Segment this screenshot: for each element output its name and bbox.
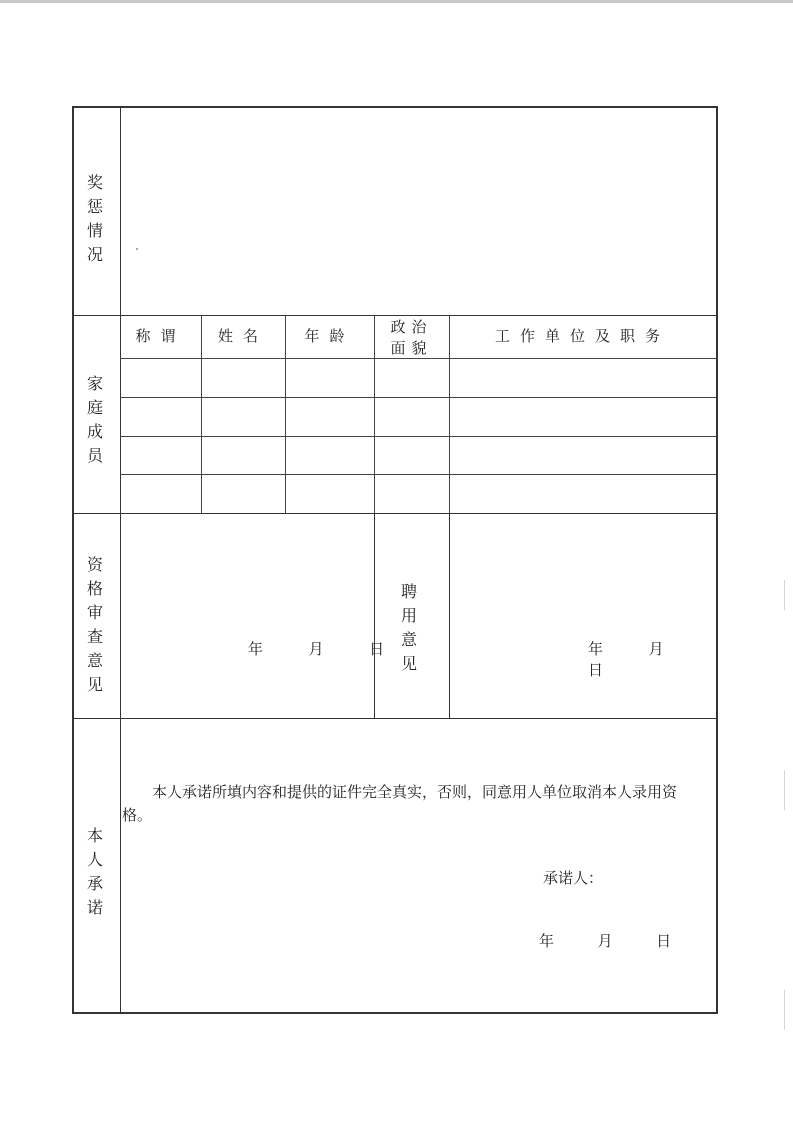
hiring-date xyxy=(588,638,716,680)
date-month: 月 xyxy=(308,640,324,658)
family-label-text: 家 庭 成 员 xyxy=(87,374,104,465)
scan-edge-mark xyxy=(784,580,785,610)
family-row-line xyxy=(120,358,716,359)
scan-edge-mark xyxy=(784,990,785,1030)
stray-mark xyxy=(136,248,138,250)
date-month: 月 xyxy=(648,640,664,658)
header-political-2: 面貌 xyxy=(390,339,433,357)
date-day: 日 xyxy=(656,932,672,950)
header-political: 政治 xyxy=(390,318,433,336)
qualification-label-text: 资 格 审 查 意 见 xyxy=(87,555,104,694)
pledge-label-text: 本 人 承 诺 xyxy=(87,826,104,917)
date-day: 日 xyxy=(588,661,604,679)
form-table xyxy=(72,106,718,1014)
label-column-divider xyxy=(120,108,121,1012)
header-age: 年龄 xyxy=(304,327,355,345)
header-work-unit: 工作单位及职务 xyxy=(494,327,670,345)
pledge-text-line1: 本人承诺所填内容和提供的证件完全真实，否则，同意用人单位取消本人录用资 xyxy=(152,783,678,801)
row-divider xyxy=(74,513,716,514)
date-year: 年 xyxy=(588,640,604,658)
qualification-label xyxy=(87,554,103,698)
header-name: 姓名 xyxy=(217,327,268,345)
scan-edge-mark xyxy=(784,770,785,810)
awards-label-text: 奖 惩 情 况 xyxy=(87,173,104,264)
pledge-text-line2: 格。 xyxy=(122,806,153,824)
pledge-label xyxy=(87,825,103,921)
family-label xyxy=(87,373,103,469)
date-year: 年 xyxy=(248,640,264,658)
pledge-date xyxy=(539,930,671,951)
header-relation: 称谓 xyxy=(135,327,186,345)
qualification-date xyxy=(248,638,384,659)
date-month: 月 xyxy=(597,932,613,950)
family-row-line xyxy=(120,474,716,475)
row-divider xyxy=(74,718,716,719)
date-year: 年 xyxy=(539,932,555,950)
awards-label xyxy=(87,172,103,268)
pledge-signer: 承诺人： xyxy=(543,869,604,887)
hiring-label-text: 聘 用 意 见 xyxy=(401,582,418,673)
scan-top-edge xyxy=(0,0,793,3)
date-day: 日 xyxy=(369,640,385,658)
hiring-label xyxy=(401,581,417,677)
opinion-divider xyxy=(449,513,450,718)
opinion-divider xyxy=(374,513,375,718)
family-row-line xyxy=(120,397,716,398)
family-row-line xyxy=(120,436,716,437)
